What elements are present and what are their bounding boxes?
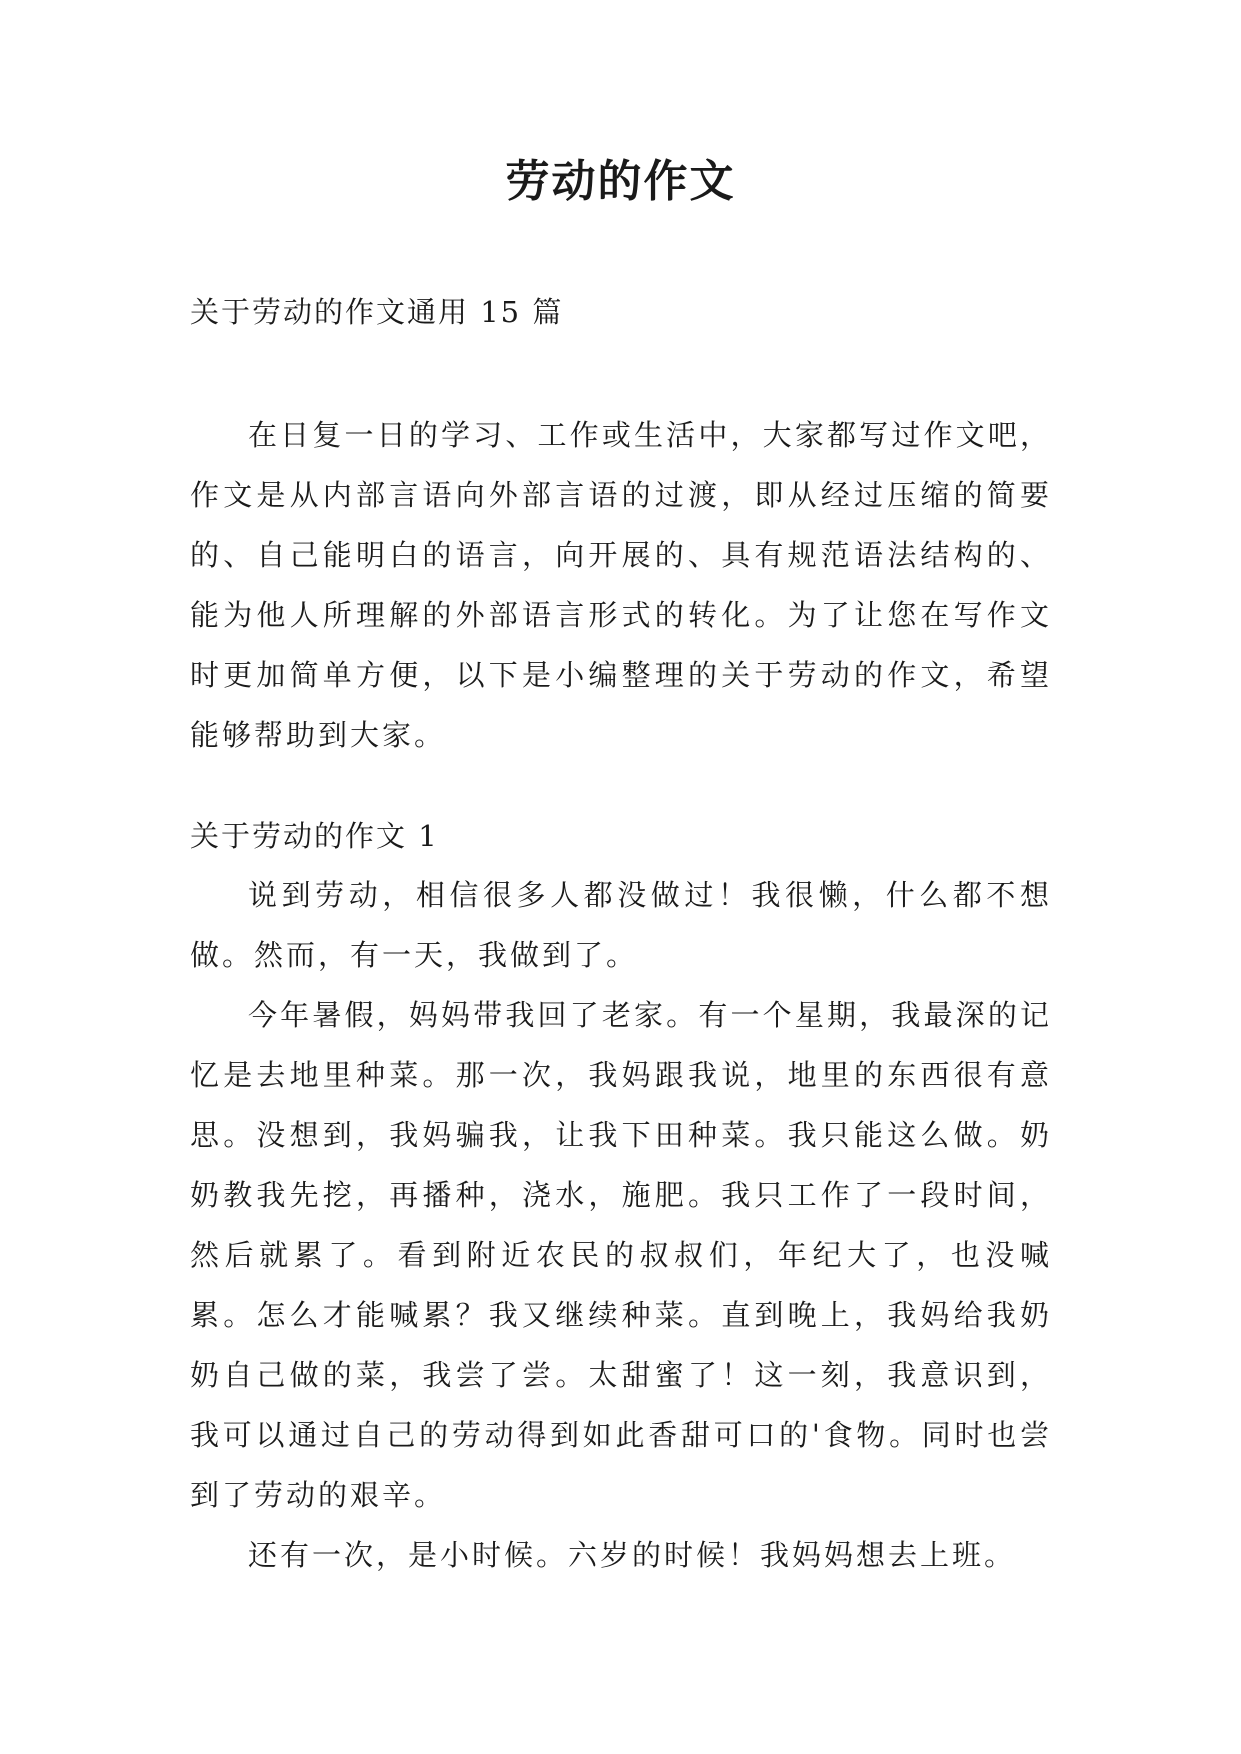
intro-paragraph: 在日复一日的学习、工作或生活中，大家都写过作文吧，作文是从内部言语向外部言语的过渡，即从经过压缩的简要的、自己能明白的语言，向开展的、具有规范语法结构的、能为他人所理解的外部语言形式的转化。为了让您在写作文时更加简单方便，以下是小编整理的关于劳动的作文，希望能够帮助到大家。 <box>190 418 1052 752</box>
essay-paragraph: 说到劳动，相信很多人都没做过！我很懒，什么都不想做。然而，有一天，我做到了。 <box>190 878 1052 972</box>
intro-section <box>190 405 1052 765</box>
essay-paragraph: 今年暑假，妈妈带我回了老家。有一个星期，我最深的记忆是去地里种菜。那一次，我妈跟我说，地里的东西很有意思。没想到，我妈骗我，让我下田种菜。我只能这么做。奶奶教我先挖，再播种，浇水，施肥。我只工作了一段时间，然后就累了。看到附近农民的叔叔们，年纪大了，也没喊累。怎么才能喊累？我又继续种菜。直到晚上，我妈给我奶奶自己做的菜，我尝了尝。太甜蜜了！这一刻，我意识到，我可以通过自己的劳动得到如此香甜可口的'食物。同时也尝到了劳动的艰辛。 <box>190 998 1052 1512</box>
essay-heading: 关于劳动的作文 1 <box>190 819 439 853</box>
essay-body <box>190 865 1052 1585</box>
essay-paragraph: 还有一次，是小时候。六岁的时候！我妈妈想去上班。 <box>248 1538 1017 1572</box>
document-title: 劳动的作文 <box>505 156 736 207</box>
document-subtitle: 关于劳动的作文通用 15 篇 <box>190 295 564 329</box>
